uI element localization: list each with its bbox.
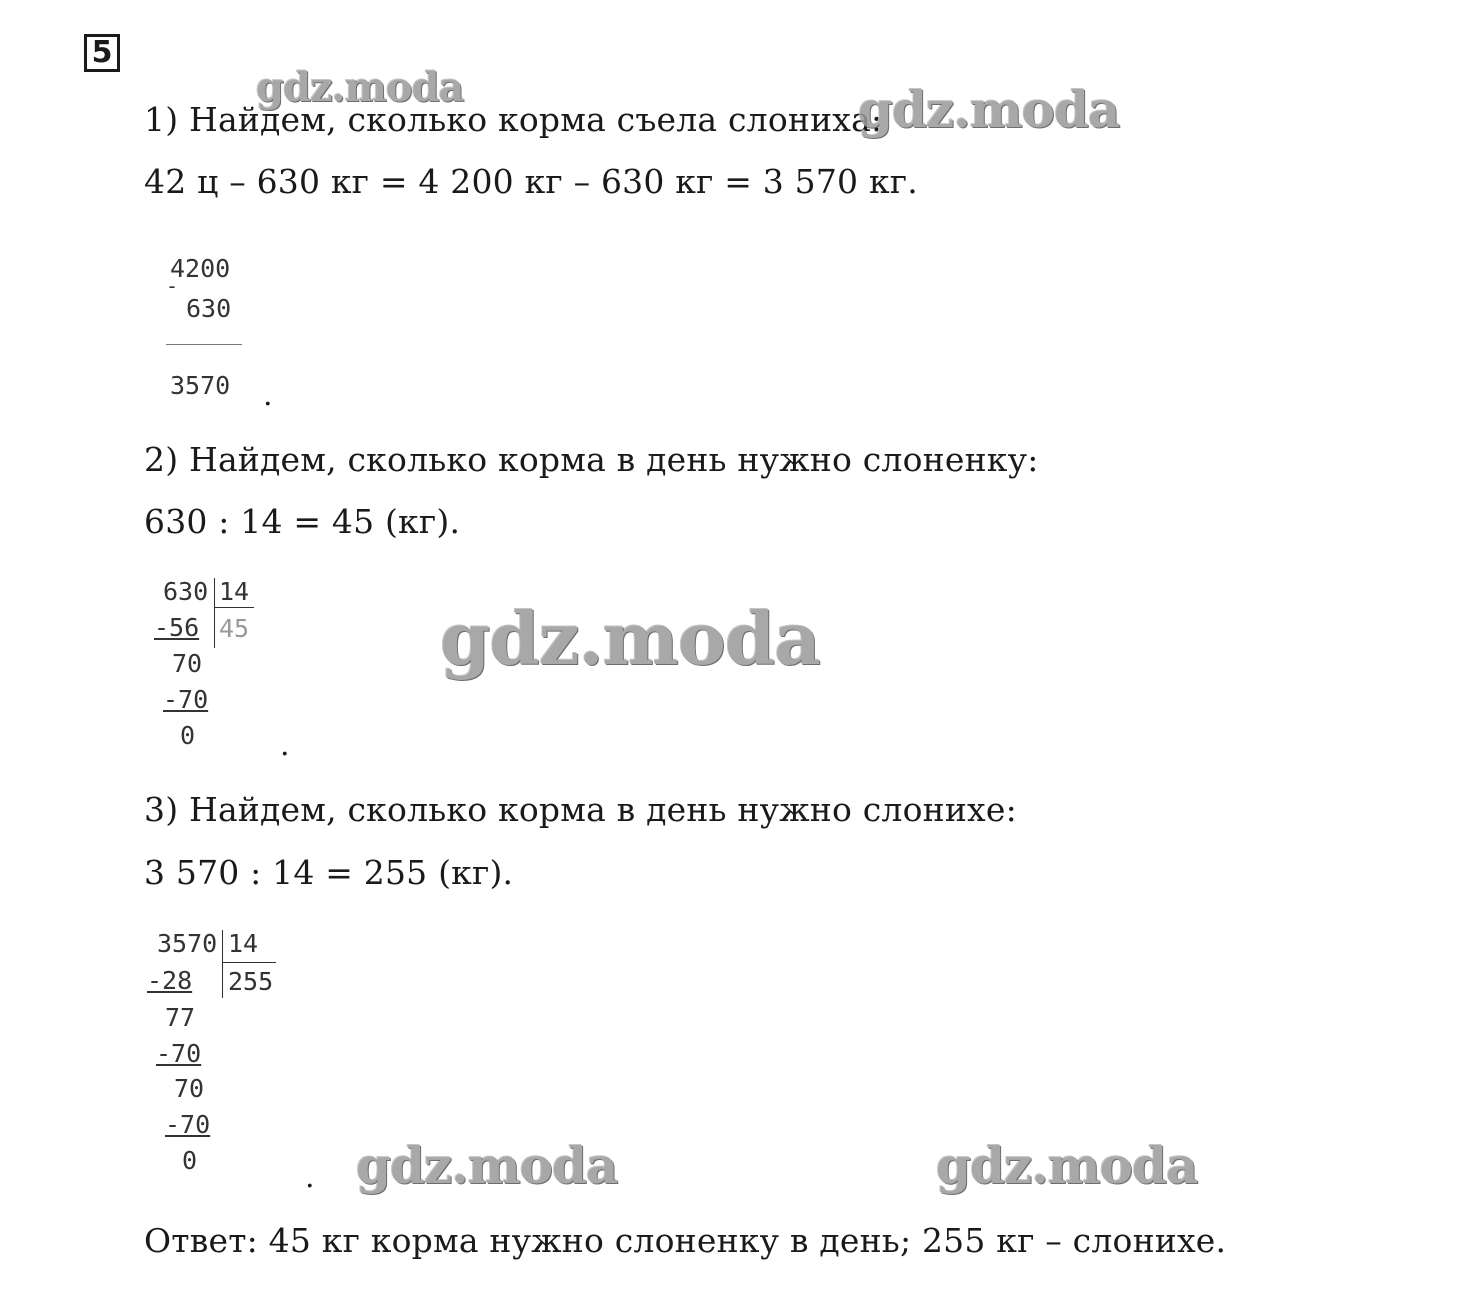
step2-equation: 630 : 14 = 45 (кг). [144, 502, 461, 541]
step1-dot: . [263, 378, 273, 413]
step1-minus-sign: - [166, 274, 179, 298]
watermark-4: gdz.moda [356, 1136, 618, 1195]
step1-result-line [166, 344, 242, 345]
watermark-5: gdz.moda [936, 1136, 1198, 1195]
step3-dot: . [305, 1160, 315, 1195]
task-number-box: 5 [84, 34, 120, 72]
step2-row-2: 70 [172, 649, 203, 678]
step3-divisor: 14 [228, 929, 259, 958]
step1-difference: 3570 [170, 371, 231, 400]
watermark-2: gdz.moda [858, 80, 1120, 139]
step3-row-2: 77 [165, 1003, 196, 1032]
step2-heading: 2) Найдем, сколько корма в день нужно слоненку: [144, 440, 1039, 479]
step2-dot: . [280, 728, 290, 763]
step2-quotient: 45 [219, 614, 250, 643]
step3-row-3: -70 [156, 1039, 202, 1068]
step3-heading: 3) Найдем, сколько корма в день нужно слонихе: [144, 790, 1017, 829]
step3-divisor-line [222, 962, 276, 963]
step1-subtrahend: 630 [186, 294, 232, 323]
step1-minuend: 4200 [170, 254, 231, 283]
step3-quotient: 255 [228, 967, 274, 996]
step3-row-4: 70 [174, 1074, 205, 1103]
step3-dividend: 3570 [157, 929, 218, 958]
step2-divisor: 14 [219, 577, 250, 606]
step2-divisor-line [214, 607, 254, 608]
step3-equation: 3 570 : 14 = 255 (кг). [144, 853, 514, 892]
step3-row-5: -70 [165, 1110, 211, 1139]
step2-dividend: 630 [163, 577, 209, 606]
answer-text: Ответ: 45 кг корма нужно слоненку в день; 255 кг – слонихе. [144, 1221, 1227, 1260]
step2-row-3: -70 [163, 685, 209, 714]
step1-equation: 42 ц – 630 кг = 4 200 кг – 630 кг = 3 570 кг. [144, 162, 918, 201]
watermark-3: gdz.moda [440, 596, 820, 681]
step2-row-4: 0 [180, 721, 196, 750]
step2-row-1: -56 [154, 613, 200, 642]
step3-division-bar [222, 930, 223, 998]
step3-row-1: -28 [147, 966, 193, 995]
watermark-1: gdz.moda [256, 64, 464, 111]
step1-heading: 1) Найдем, сколько корма съела слониха: [144, 100, 883, 139]
step3-row-6: 0 [182, 1146, 198, 1175]
step2-division-bar [214, 578, 215, 648]
